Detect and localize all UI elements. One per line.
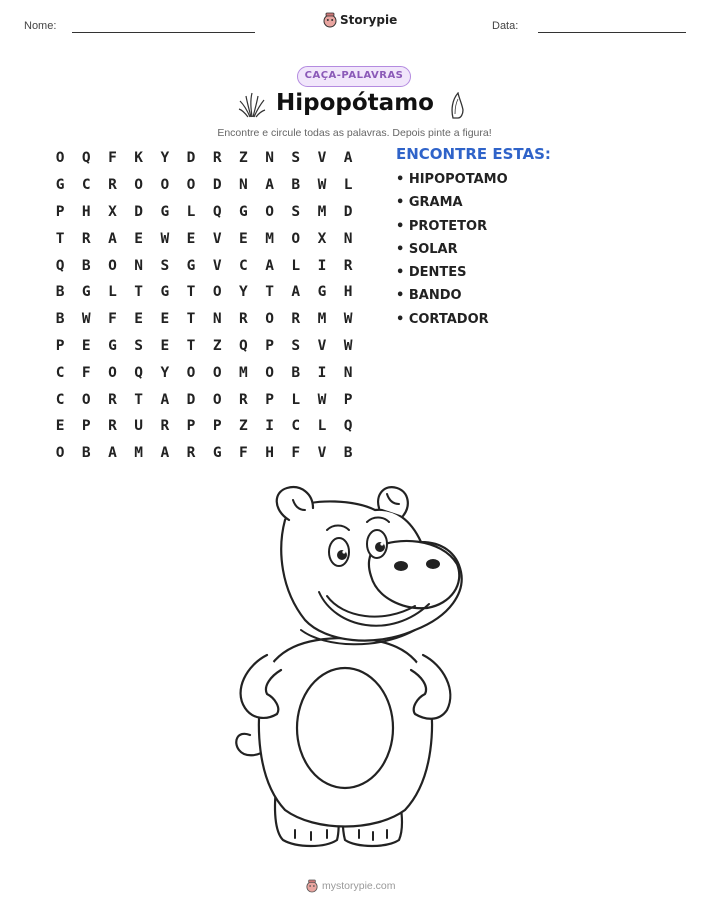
grid-cell[interactable]: W (160, 230, 170, 247)
grid-cell[interactable]: P (55, 337, 65, 354)
grid-cell[interactable]: V (212, 230, 222, 247)
grid-cell[interactable]: P (265, 337, 274, 354)
grid-cell[interactable]: S (291, 337, 301, 354)
grid-cell[interactable]: O (265, 203, 274, 220)
grid-cell[interactable]: B (55, 284, 65, 301)
grid-cell[interactable]: P (212, 418, 222, 435)
grid-row (47, 440, 361, 467)
grid-cell[interactable]: S (291, 150, 301, 167)
grid-cell[interactable]: Y (239, 284, 248, 301)
grid-cell[interactable]: N (343, 230, 353, 247)
storypie-mascot-icon (323, 12, 337, 28)
word-search-grid[interactable] (47, 145, 361, 467)
grid-cell[interactable]: W (343, 311, 353, 328)
grid-cell[interactable]: R (81, 230, 91, 247)
word-list-item: • CORTADOR (396, 312, 508, 335)
grid-cell[interactable]: O (186, 177, 196, 194)
grid-cell[interactable]: R (108, 177, 117, 194)
grid-cell[interactable]: R (291, 311, 301, 328)
grid-cell[interactable]: V (317, 445, 327, 462)
brand-name: Storypie (340, 13, 398, 27)
grid-cell[interactable]: T (186, 337, 196, 354)
grid-row (47, 252, 361, 279)
grid-cell[interactable]: T (134, 284, 144, 301)
grid-cell[interactable]: D (134, 203, 144, 220)
grid-cell[interactable]: C (239, 257, 248, 274)
grid-cell[interactable]: Y (160, 150, 170, 167)
grid-cell[interactable]: P (265, 391, 274, 408)
grid-cell[interactable]: B (81, 445, 91, 462)
storypie-mascot-icon (306, 879, 318, 893)
grid-cell[interactable]: R (239, 311, 248, 328)
word-list-item: • PROTETOR (396, 219, 508, 242)
grid-cell[interactable]: T (134, 391, 144, 408)
grid-cell[interactable]: F (81, 364, 91, 381)
grid-cell[interactable]: E (134, 311, 144, 328)
name-label: Nome: (24, 20, 57, 32)
grid-cell[interactable]: L (317, 418, 327, 435)
grid-cell[interactable]: B (291, 364, 301, 381)
grid-cell[interactable]: X (317, 230, 327, 247)
grid-row (47, 333, 361, 360)
grid-cell[interactable]: L (343, 177, 353, 194)
grid-cell[interactable]: S (134, 337, 144, 354)
date-label: Data: (492, 20, 519, 32)
grid-cell[interactable]: M (317, 203, 327, 220)
grid-cell[interactable]: O (55, 445, 65, 462)
footer (306, 879, 396, 893)
grid-cell[interactable]: T (186, 284, 196, 301)
grid-cell[interactable]: G (186, 257, 196, 274)
grid-row (47, 359, 361, 386)
grid-cell[interactable]: G (160, 203, 170, 220)
grid-cell[interactable]: Z (239, 150, 248, 167)
grid-cell[interactable]: R (108, 418, 117, 435)
grid-cell[interactable]: O (265, 364, 274, 381)
grid-cell[interactable]: P (81, 418, 91, 435)
grid-cell[interactable]: N (212, 311, 222, 328)
grid-cell[interactable]: F (108, 311, 117, 328)
grid-cell[interactable]: W (317, 391, 327, 408)
grid-cell[interactable]: L (291, 257, 301, 274)
grid-cell[interactable]: R (108, 391, 117, 408)
grid-cell[interactable]: V (212, 257, 222, 274)
grid-cell[interactable]: O (55, 150, 65, 167)
grid-cell[interactable]: E (134, 230, 144, 247)
grid-cell[interactable]: A (160, 445, 170, 462)
grid-cell[interactable]: A (108, 445, 117, 462)
grid-cell[interactable]: A (108, 230, 117, 247)
grid-cell[interactable]: A (291, 284, 301, 301)
word-list (396, 172, 508, 335)
grid-cell[interactable]: W (81, 311, 91, 328)
grid-cell[interactable]: O (160, 177, 170, 194)
name-line[interactable] (72, 32, 255, 33)
grid-cell[interactable]: Q (343, 418, 353, 435)
grid-cell[interactable]: B (81, 257, 91, 274)
grid-cell[interactable]: O (212, 391, 222, 408)
grid-cell[interactable]: G (317, 284, 327, 301)
grid-cell[interactable]: Z (212, 337, 222, 354)
grid-cell[interactable]: R (160, 418, 170, 435)
grid-cell[interactable]: B (291, 177, 301, 194)
grid-cell[interactable]: W (343, 337, 353, 354)
page-title: Hipopótamo (276, 90, 434, 116)
grid-cell[interactable]: P (186, 418, 196, 435)
grid-cell[interactable]: T (186, 311, 196, 328)
grid-cell[interactable]: M (239, 364, 248, 381)
date-line[interactable] (538, 32, 686, 33)
grid-cell[interactable]: N (134, 257, 144, 274)
grid-cell[interactable]: R (186, 445, 196, 462)
grid-cell[interactable]: O (108, 257, 117, 274)
grid-cell[interactable]: E (160, 311, 170, 328)
grid-cell[interactable]: I (317, 257, 327, 274)
grid-cell[interactable]: E (81, 337, 91, 354)
grid-cell[interactable]: Q (55, 257, 65, 274)
grid-cell[interactable]: A (160, 391, 170, 408)
grid-cell[interactable]: A (265, 177, 274, 194)
grid-cell[interactable]: D (186, 391, 196, 408)
grid-cell[interactable]: G (160, 284, 170, 301)
word-list-heading: ENCONTRE ESTAS: (396, 145, 551, 163)
grid-cell[interactable]: I (317, 364, 327, 381)
grid-cell[interactable]: A (265, 257, 274, 274)
grid-cell[interactable]: X (108, 203, 117, 220)
grid-cell[interactable]: G (239, 203, 248, 220)
grid-cell[interactable]: F (291, 445, 301, 462)
grid-row (47, 386, 361, 413)
grid-cell[interactable]: N (343, 364, 353, 381)
grid-cell[interactable]: D (343, 203, 353, 220)
footer-url[interactable]: mystorypie.com (322, 880, 396, 892)
grid-cell[interactable]: N (239, 177, 248, 194)
grid-cell[interactable]: Z (239, 418, 248, 435)
grid-cell[interactable]: M (134, 445, 144, 462)
grid-cell[interactable]: G (212, 445, 222, 462)
brand-logo (323, 12, 397, 28)
grid-cell[interactable]: W (317, 177, 327, 194)
grid-row (47, 145, 361, 172)
grid-cell[interactable]: Q (212, 203, 222, 220)
grid-cell[interactable]: H (343, 284, 353, 301)
word-list-item: • SOLAR (396, 242, 508, 265)
grid-cell[interactable]: G (81, 284, 91, 301)
grid-cell[interactable]: Y (160, 364, 170, 381)
grid-cell[interactable]: C (81, 177, 91, 194)
grid-cell[interactable]: R (212, 150, 222, 167)
grid-cell[interactable]: O (186, 364, 196, 381)
grid-cell[interactable]: R (343, 257, 353, 274)
grid-cell[interactable]: P (343, 391, 353, 408)
grid-cell[interactable]: C (291, 418, 301, 435)
word-list-item: • GRAMA (396, 195, 508, 218)
grid-cell[interactable]: E (186, 230, 196, 247)
grid-cell[interactable]: B (343, 445, 353, 462)
grid-cell[interactable]: O (212, 364, 222, 381)
grid-cell[interactable]: C (55, 391, 65, 408)
grid-row (47, 413, 361, 440)
word-list-item: • DENTES (396, 265, 508, 288)
grid-cell[interactable]: E (160, 337, 170, 354)
grid-cell[interactable]: V (317, 150, 327, 167)
grid-cell[interactable]: H (81, 203, 91, 220)
grass-icon (238, 92, 266, 118)
grid-cell[interactable]: E (239, 230, 248, 247)
grid-cell[interactable]: O (265, 311, 274, 328)
grid-cell[interactable]: C (55, 364, 65, 381)
grid-cell[interactable]: H (265, 445, 274, 462)
grid-cell[interactable]: P (55, 203, 65, 220)
grid-row (47, 172, 361, 199)
grid-cell[interactable]: B (55, 311, 65, 328)
grid-cell[interactable]: O (81, 391, 91, 408)
grid-row (47, 279, 361, 306)
grid-cell[interactable]: O (212, 284, 222, 301)
category-badge: CAÇA-PALAVRAS (297, 66, 411, 87)
grid-cell[interactable]: U (134, 418, 144, 435)
grid-cell[interactable]: E (55, 418, 65, 435)
word-list-item: • BANDO (396, 288, 508, 311)
grid-cell[interactable]: O (134, 177, 144, 194)
grid-cell[interactable]: Q (134, 364, 144, 381)
grid-cell[interactable]: O (108, 364, 117, 381)
tooth-icon (449, 92, 465, 120)
grid-cell[interactable]: T (55, 230, 65, 247)
grid-cell[interactable]: N (265, 150, 274, 167)
grid-cell[interactable]: G (55, 177, 65, 194)
grid-cell[interactable]: T (265, 284, 274, 301)
grid-cell[interactable]: S (160, 257, 170, 274)
word-list-item: • HIPOPOTAMO (396, 172, 508, 195)
grid-cell[interactable]: R (239, 391, 248, 408)
hippo-illustration (215, 480, 475, 855)
grid-cell[interactable]: L (186, 203, 196, 220)
grid-cell[interactable]: F (108, 150, 117, 167)
grid-cell[interactable]: Q (239, 337, 248, 354)
grid-row (47, 225, 361, 252)
grid-cell[interactable]: G (108, 337, 117, 354)
grid-cell[interactable]: D (212, 177, 222, 194)
instructions: Encontre e circule todas as palavras. Depois pinte a figura! (217, 127, 492, 139)
grid-cell[interactable]: F (239, 445, 248, 462)
grid-cell[interactable]: V (317, 337, 327, 354)
grid-cell[interactable]: K (134, 150, 144, 167)
grid-cell[interactable]: M (317, 311, 327, 328)
grid-cell[interactable]: S (291, 203, 301, 220)
grid-cell[interactable]: L (108, 284, 117, 301)
grid-row (47, 306, 361, 333)
grid-cell[interactable]: A (343, 150, 353, 167)
grid-cell[interactable]: D (186, 150, 196, 167)
grid-cell[interactable]: L (291, 391, 301, 408)
grid-row (47, 199, 361, 226)
grid-cell[interactable]: I (265, 418, 274, 435)
grid-cell[interactable]: M (265, 230, 274, 247)
grid-cell[interactable]: Q (81, 150, 91, 167)
grid-cell[interactable]: O (291, 230, 301, 247)
